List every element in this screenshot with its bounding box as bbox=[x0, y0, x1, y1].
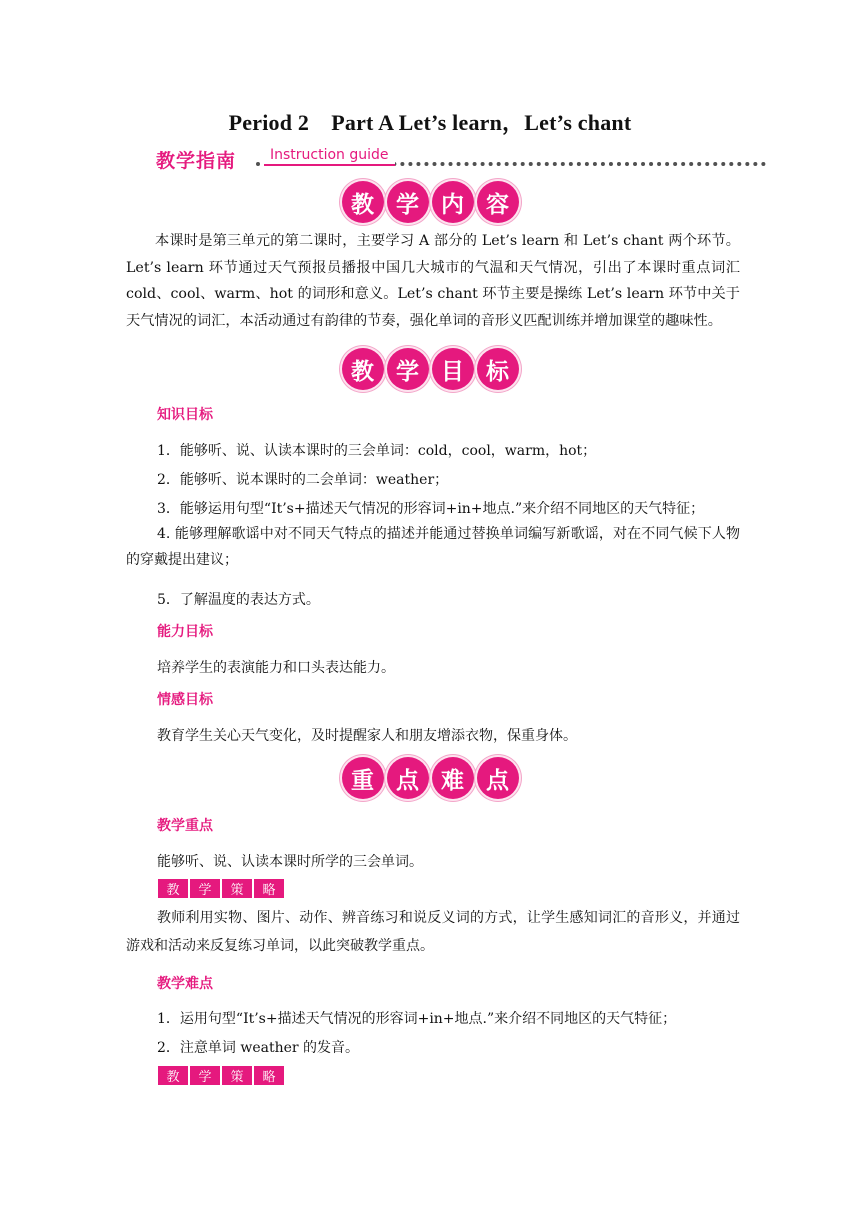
strategy-char: 学 bbox=[190, 879, 220, 898]
knowledge-item: 5．了解温度的表达方式。 bbox=[157, 592, 320, 608]
ability-text: 培养学生的表演能力和口头表达能力。 bbox=[157, 660, 395, 676]
badge-char: 标 bbox=[477, 348, 519, 390]
strategy-char: 策 bbox=[222, 879, 252, 898]
section-badge-keypoints bbox=[0, 757, 860, 799]
key-heading: 教学重点 bbox=[157, 818, 213, 834]
strategy-char: 教 bbox=[158, 879, 188, 898]
difficult-item: 1．运用句型“It’s+描述天气情况的形容词+in+地点.”来介绍不同地区的天气特征； bbox=[157, 1011, 677, 1027]
content-paragraph: 本课时是第三单元的第二课时，主要学习 A 部分的 Let’s learn 和 Let’s chant 两个环节。Let’s learn 环节通过天气预报员播报中国几大城市的气温和天气情况，引出了本课时重点词汇 cold、cool、warm、hot 的词形和意义。Let’s chant 环节主要是操练 Let’s learn 环节中关于天气情况的词汇，本活动通过有韵律的节奏，强化单词的音形义匹配训练并增加课堂的趣味性。 bbox=[126, 233, 740, 329]
guide-heading-cn: 教学指南 bbox=[156, 150, 237, 172]
knowledge-heading: 知识目标 bbox=[157, 407, 213, 423]
page-title: Period 2 Part A Let’s learn，Let’s chant bbox=[228, 110, 632, 135]
knowledge-item: 1．能够听、说、认读本课时的三会单词：cold，cool，warm，hot； bbox=[157, 443, 597, 459]
difficult-heading: 教学难点 bbox=[157, 976, 213, 992]
badge-char: 容 bbox=[477, 181, 519, 223]
badge-char: 目 bbox=[432, 348, 474, 390]
key-strategy-text: 教师利用实物、图片、动作、辨音练习和说反义词的方式，让学生感知词汇的音形义，并通过游戏和活动来反复练习单词，以此突破教学重点。 bbox=[126, 910, 740, 954]
strategy-char: 略 bbox=[254, 879, 284, 898]
badge-char: 重 bbox=[342, 757, 384, 799]
badge-char: 点 bbox=[477, 757, 519, 799]
badge-char: 学 bbox=[387, 181, 429, 223]
section-badge-content bbox=[0, 181, 860, 223]
guide-heading-en: Instruction guide bbox=[264, 146, 395, 166]
strategy-char: 策 bbox=[222, 1066, 252, 1085]
badge-char: 点 bbox=[387, 757, 429, 799]
strategy-char: 略 bbox=[254, 1066, 284, 1085]
badge-char: 难 bbox=[432, 757, 474, 799]
knowledge-item: 3．能够运用句型“It’s+描述天气情况的形容词+in+地点.”来介绍不同地区的天气特征； bbox=[157, 501, 705, 517]
badge-char: 内 bbox=[432, 181, 474, 223]
knowledge-item: 2．能够听、说本课时的二会单词：weather； bbox=[157, 472, 449, 488]
badge-char: 学 bbox=[387, 348, 429, 390]
ability-heading: 能力目标 bbox=[157, 624, 213, 640]
difficult-item: 2．注意单词 weather 的发音。 bbox=[157, 1040, 360, 1056]
knowledge-item: 4. 能够理解歌谣中对不同天气特点的描述并能通过替换单词编写新歌谣，对在不同气候下人物的穿戴提出建议； bbox=[126, 526, 740, 568]
strategy-char: 学 bbox=[190, 1066, 220, 1085]
strategy-label bbox=[158, 879, 284, 898]
strategy-label bbox=[158, 1066, 284, 1085]
badge-char: 教 bbox=[342, 181, 384, 223]
instruction-guide-bar bbox=[156, 146, 766, 174]
strategy-char: 教 bbox=[158, 1066, 188, 1085]
emotion-heading: 情感目标 bbox=[157, 692, 213, 708]
emotion-text: 教育学生关心天气变化，及时提醒家人和朋友增添衣物，保重身体。 bbox=[157, 728, 577, 744]
section-badge-objectives bbox=[0, 348, 860, 390]
key-text: 能够听、说、认读本课时所学的三会单词。 bbox=[157, 854, 423, 870]
badge-char: 教 bbox=[342, 348, 384, 390]
